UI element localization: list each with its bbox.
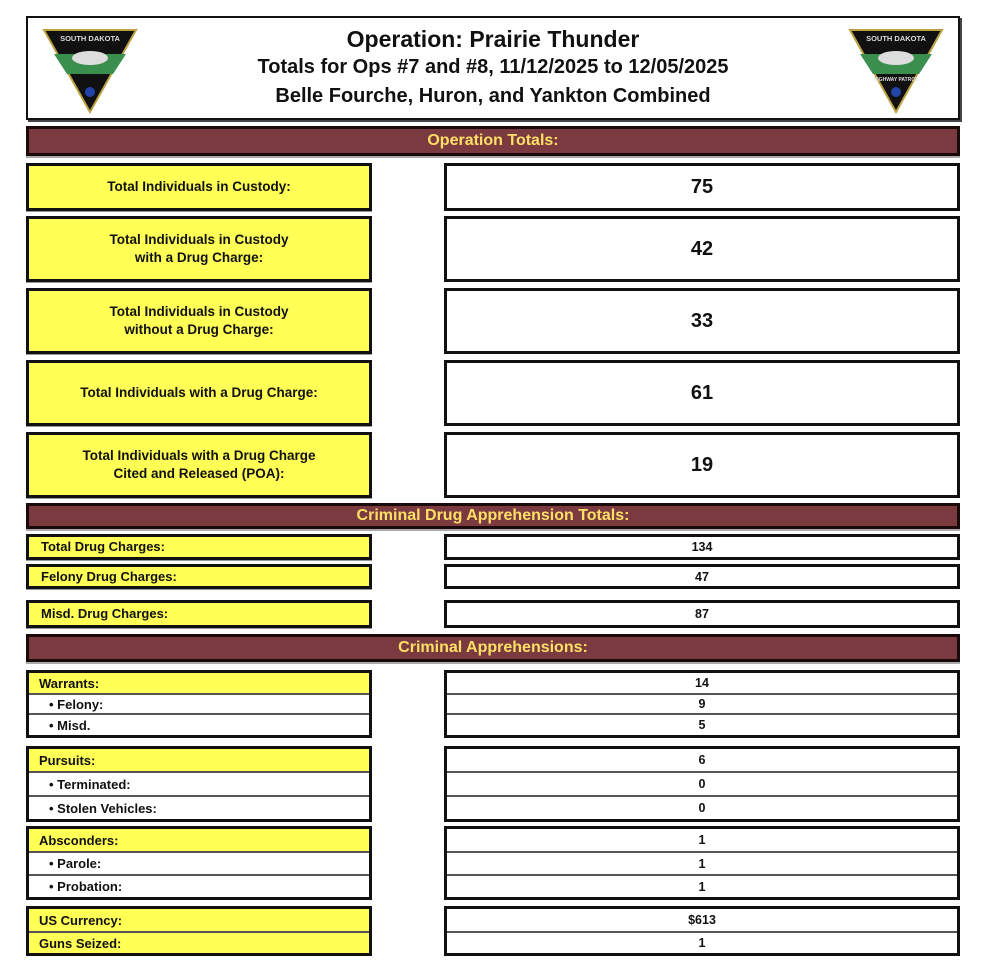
label-custody-drug: Total Individuals in Custody with a Drug Charge:: [26, 216, 372, 282]
label-absconders-probation: • Probation:: [49, 879, 123, 894]
label-warrants-felony: • Felony:: [29, 695, 369, 715]
seizures-labels: [26, 906, 372, 956]
absconders-values: [444, 826, 960, 900]
value-custody-total: 75: [444, 163, 960, 211]
page-title: Operation: Prairie Thunder: [346, 26, 640, 52]
label-felony-drug-charges: Felony Drug Charges:: [26, 564, 372, 589]
label-drug-charge-total: Total Individuals with a Drug Charge:: [26, 360, 372, 426]
label-absconders: Absconders:: [29, 829, 369, 853]
warrants-labels: [26, 670, 372, 738]
label-absconders-parole: • Parole:: [29, 853, 369, 876]
label-warrants: Warrants:: [29, 673, 369, 695]
value-pursuits: 6: [447, 749, 957, 773]
value-cited-released: 19: [444, 432, 960, 498]
value-absconders-probation: 1: [698, 879, 706, 894]
page-subtitle: Totals for Ops #7 and #8, 11/12/2025 to 12/05/2025: [257, 56, 729, 78]
value-pursuits-stolen: 0: [698, 801, 706, 815]
label-total-drug-charges: Total Drug Charges:: [26, 534, 372, 560]
warrants-values: [444, 670, 960, 738]
section-banner-drug-totals: Criminal Drug Apprehension Totals:: [26, 503, 960, 529]
value-felony-drug-charges: 47: [444, 564, 960, 589]
value-total-drug-charges: 134: [444, 534, 960, 560]
label-misd-drug-charges: Misd. Drug Charges:: [26, 600, 372, 628]
label-cited-released: Total Individuals with a Drug Charge Cited and Released (POA):: [26, 432, 372, 498]
logo-text-top: SOUTH DAKOTA: [866, 34, 926, 43]
value-absconders: 1: [447, 829, 957, 853]
value-warrants-felony: 9: [447, 695, 957, 715]
value-warrants: 14: [447, 673, 957, 695]
label-pursuits-stolen: • Stolen Vehicles:: [49, 800, 157, 816]
label-us-currency: US Currency:: [29, 909, 369, 933]
seizures-values: [444, 906, 960, 956]
label-guns-seized: Guns Seized:: [29, 933, 369, 953]
label-pursuits-terminated: • Terminated:: [29, 773, 369, 797]
value-misd-drug-charges: 87: [444, 600, 960, 628]
value-drug-charge-total: 61: [444, 360, 960, 426]
pursuits-labels: [26, 746, 372, 822]
label-warrants-misd: • Misd.: [49, 717, 91, 733]
section-banner-apprehensions: Criminal Apprehensions:: [26, 634, 960, 662]
absconders-labels: [26, 826, 372, 900]
value-guns-seized: 1: [698, 936, 706, 950]
value-custody-no-drug: 33: [444, 288, 960, 354]
value-custody-drug: 42: [444, 216, 960, 282]
pursuits-values: [444, 746, 960, 822]
page-locations: Belle Fourche, Huron, and Yankton Combined: [275, 85, 711, 107]
highway-patrol-badge-icon: [846, 26, 946, 114]
label-pursuits: Pursuits:: [29, 749, 369, 773]
label-custody-total: Total Individuals in Custody:: [26, 163, 372, 211]
logo-text-bottom: HIGHWAY PATROL: [873, 77, 919, 83]
value-us-currency: $613: [447, 909, 957, 933]
value-warrants-misd: 5: [698, 718, 706, 732]
section-banner-operation-totals: Operation Totals:: [26, 126, 960, 156]
value-pursuits-terminated: 0: [447, 773, 957, 797]
logo-text-top: SOUTH DAKOTA: [60, 34, 120, 43]
label-custody-no-drug: Total Individuals in Custody without a Drug Charge:: [26, 288, 372, 354]
value-absconders-parole: 1: [447, 853, 957, 876]
report-header: [26, 16, 960, 120]
